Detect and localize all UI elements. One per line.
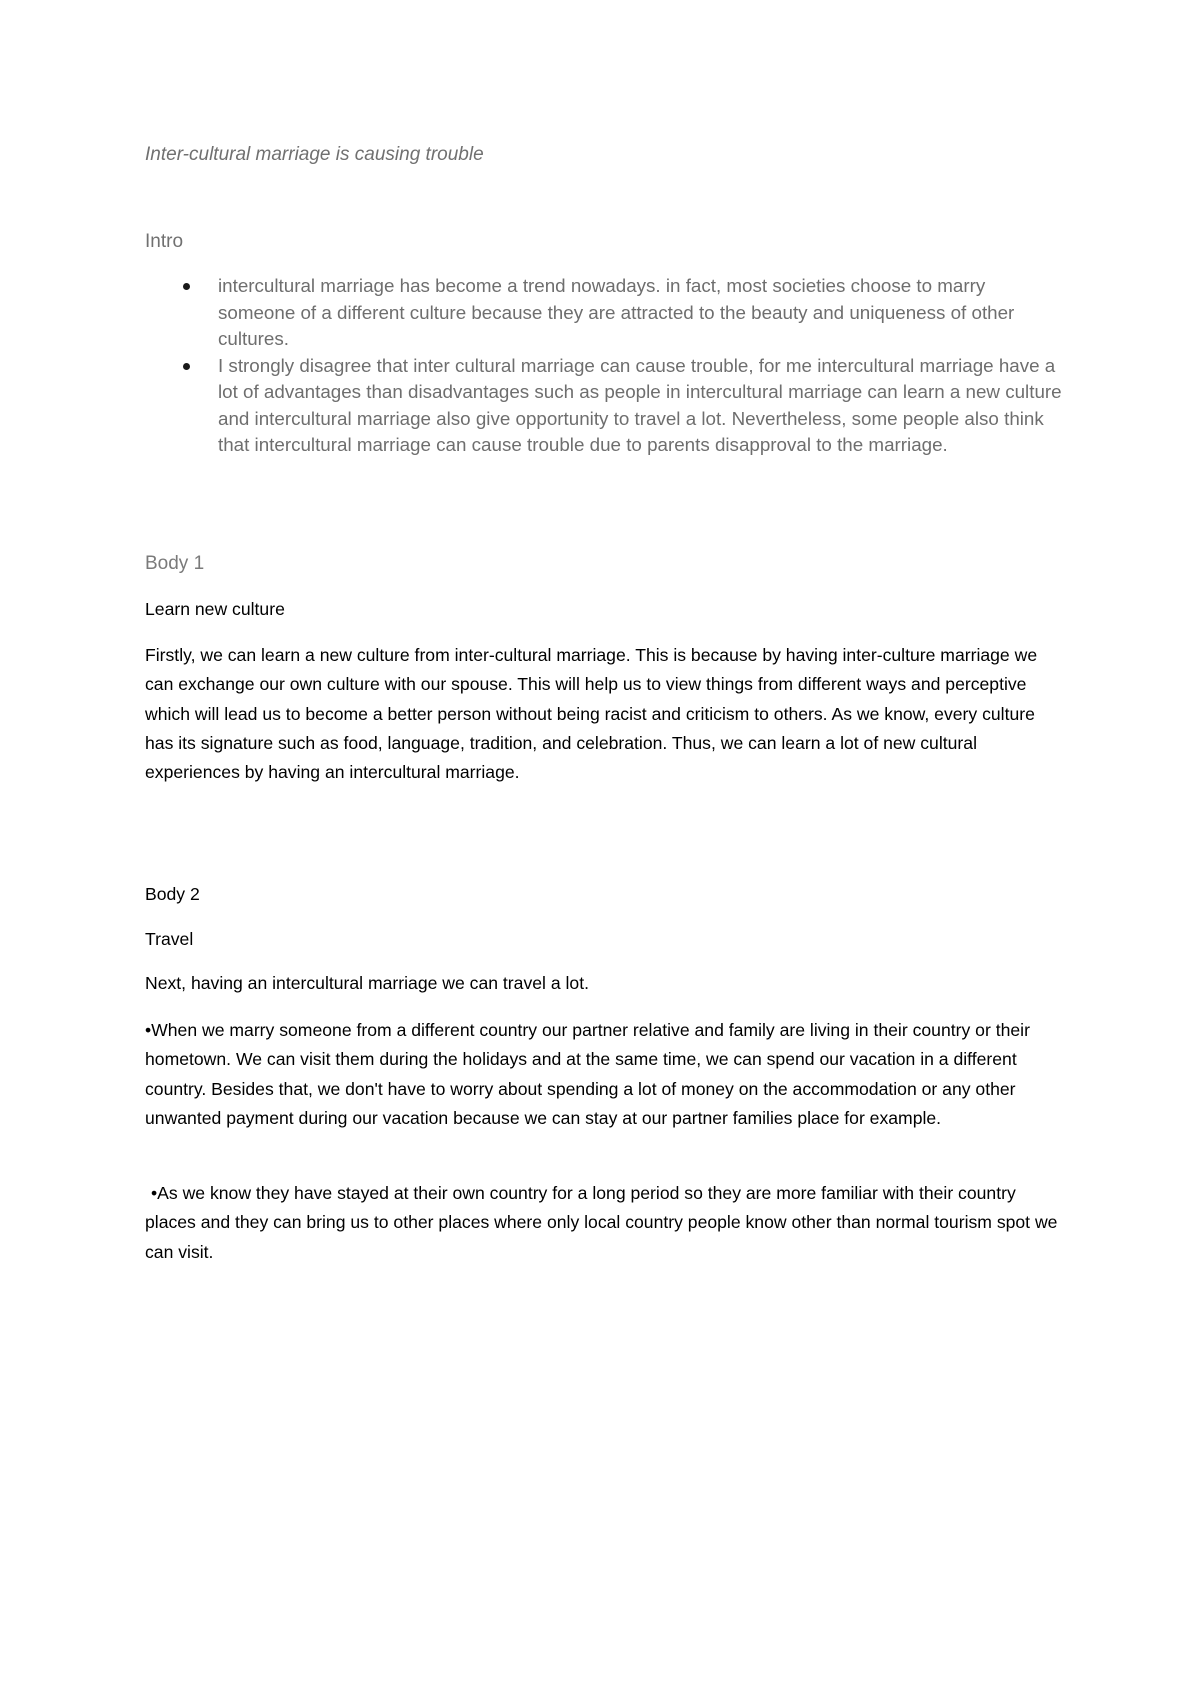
intro-bullet-text: intercultural marriage has become a trend nowadays. in fact, most societies choose to marry someone of a different culture because they are attracted to the beauty and uniqueness of other cultures. — [218, 275, 1015, 349]
body2-subheading: Travel — [145, 929, 194, 949]
intro-heading: Intro — [145, 231, 184, 252]
body2-intro-line: Next, having an intercultural marriage we can travel a lot. — [145, 973, 589, 993]
body2-paragraph: •When we marry someone from a different country our partner relative and family are living in their country or their hometown. We can visit them during the holidays and at the same time, we can spend our vacation in a different country. Besides that, we don't have to worry about spending a lot of money on the accommodation or any other unwanted payment during our vacation because we can stay at our partner families place for example. — [145, 1020, 1030, 1128]
list-item — [145, 353, 1065, 459]
intro-bullet-list — [145, 273, 1065, 459]
body2-heading: Body 2 — [145, 884, 200, 904]
body2-paragraph: •As we know they have stayed at their own country for a long period so they are more familiar with their country places and they can bring us to other places where only local country people know other than normal tourism spot we can visit. — [145, 1183, 1058, 1262]
intro-bullet-text: I strongly disagree that inter cultural marriage can cause trouble, for me intercultural marriage have a lot of advantages than disadvantages such as people in intercultural marriage can learn a new culture and intercultural marriage also give opportunity to travel a lot. Nevertheless, some people also think that intercultural marriage can cause trouble due to parents disapproval to the marriage. — [218, 354, 1062, 455]
list-item — [145, 273, 1065, 353]
body1-subheading: Learn new culture — [145, 599, 285, 619]
body1-heading: Body 1 — [145, 553, 205, 574]
document-title: Inter-cultural marriage is causing trouble — [145, 144, 484, 165]
body1-paragraph: Firstly, we can learn a new culture from inter-cultural marriage. This is because by having inter-culture marriage we can exchange our own culture with our spouse. This will help us to view things from different ways and perceptive which will lead us to become a better person without being racist and criticism to others. As we know, every culture has its signature such as food, language, tradition, and celebration. Thus, we can learn a lot of new cultural experiences by having an intercultural marriage. — [145, 645, 1038, 783]
bullet-icon — [183, 363, 190, 370]
bullet-icon — [183, 283, 190, 290]
